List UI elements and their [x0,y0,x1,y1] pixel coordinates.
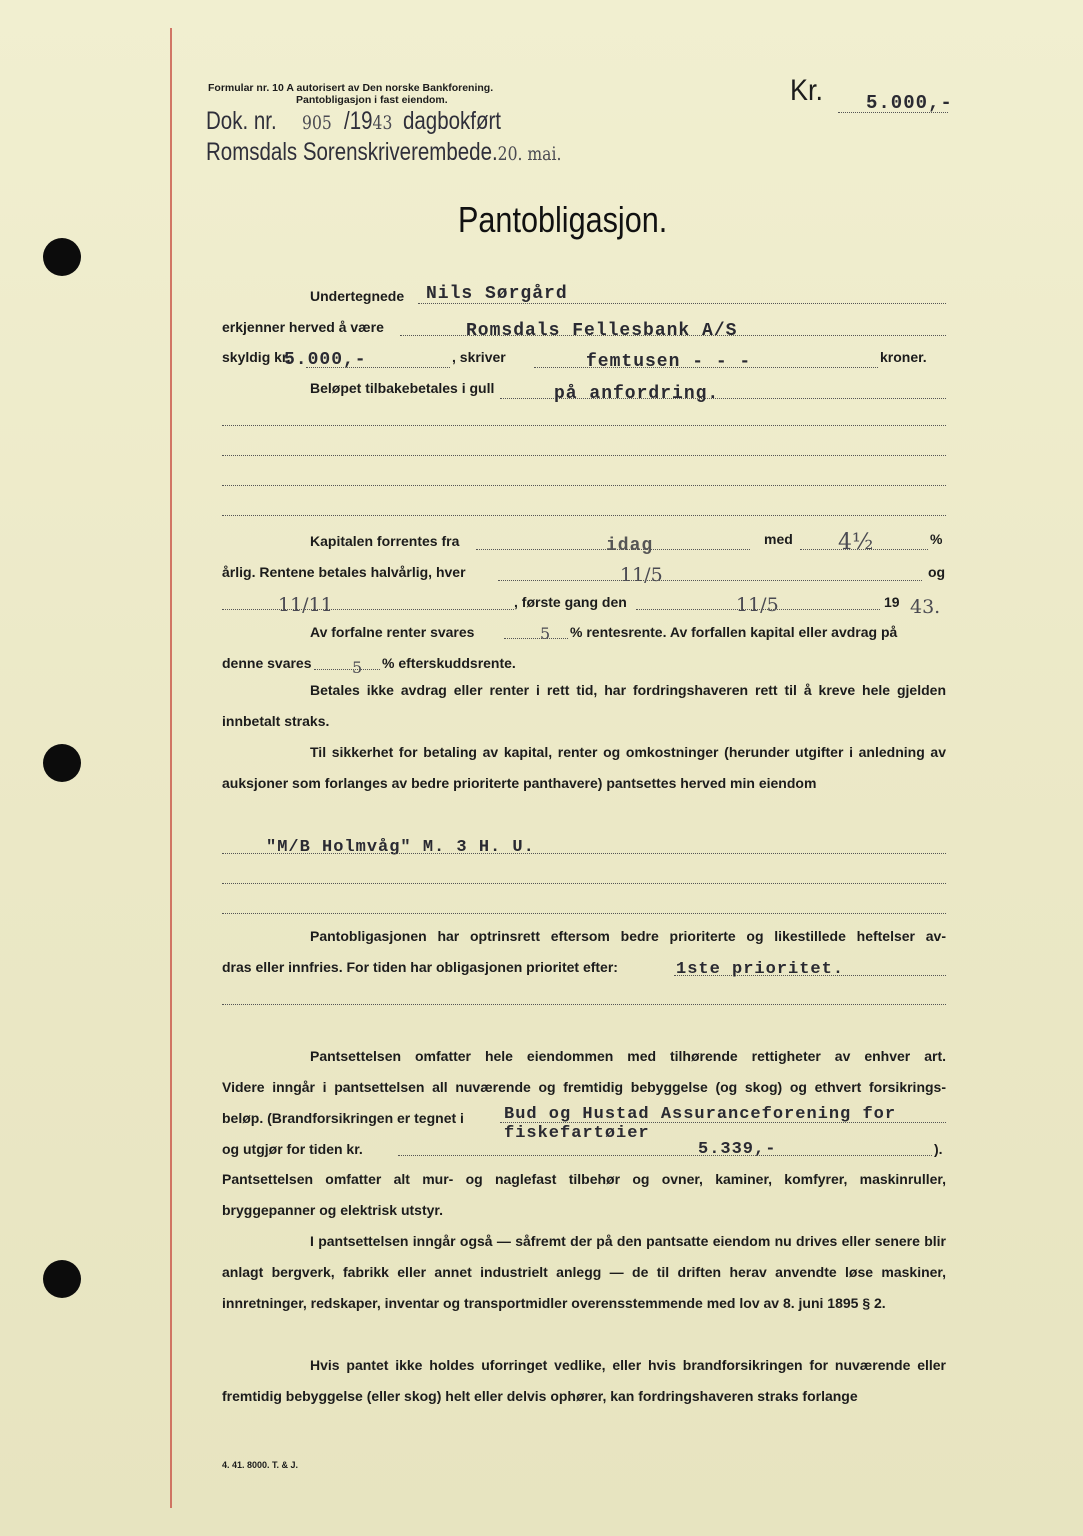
property-line [222,853,946,854]
paragraph-default-text: Betales ikke avdrag eller renter i rett tid, har fordringshaveren rett til å kreve hele gjelden innbetalt straks. [222,682,946,729]
blank-line-1 [222,425,946,426]
dok-year: 43 [372,112,393,134]
forste-label: , første gang den [514,594,627,610]
year-value: 43. [910,596,941,618]
paragraph-fixtures-text: Pantsettelsen omfatter alt mur- og naglefast tilbehør og ovner, kaminer, komfyrer, maskinruller, bryggepanner og elektrisk utstyr. [222,1171,946,1218]
priority-line-2: dras eller innfries. For tiden har obligasjonen prioritet efter: [222,959,618,975]
coverage-line-1 [310,1048,946,1064]
property-value: "M/B Holmvåg" M. 3 H. U. [266,838,535,857]
denne-label: denne svares [222,655,312,671]
registration-date: 20. mai. [497,143,562,165]
skyldig-label: skyldig kr. [222,349,291,365]
dok-nr-stamp [206,107,501,136]
rate-line [800,549,928,550]
dok-year-prefix: /19 [344,107,373,135]
punch-hole-bottom [43,1260,81,1298]
dok-number: 905 [302,112,332,134]
dok-suffix: dagbokført [402,107,501,135]
second-date-line [222,609,514,610]
office-stamp [206,138,561,167]
insurer-line [500,1122,946,1123]
paragraph-security [222,737,946,799]
red-margin-line [170,28,172,1508]
office-name: Romsdals Sorenskriverembede. [206,138,498,166]
insurer-value: Bud og Hustad Assuranceforening for [504,1105,897,1124]
insurance-amount-line [398,1155,932,1156]
paragraph-industrial-text: I pantsettelsen inngår også — såfremt der på den pantsatte eiendom nu drives eller senere blir anlagt bergverk, fabrikk eller annet industrielt anlegg — de til driften herav anvendte løse maskiner, innretninger, redskaper, inventar og transportmidler overensstemmende med lov av 8. juni 1895 § 2. [222,1233,946,1311]
formular-line-2: Pantobligasjon i fast eiendom. [296,94,448,106]
hver-line [498,580,922,581]
paragraph-default [222,675,946,737]
insurance-amount-value: 5.339,- [698,1140,777,1159]
fra-value: idag [606,536,654,556]
print-footer: 4. 41. 8000. T. & J. [222,1460,299,1470]
coverage-close: ). [934,1141,943,1157]
blank-line-3 [222,485,946,486]
document-title: Pantobligasjon. [458,199,668,240]
coverage-line-1-text: Pantsettelsen omfatter hele eiendommen med tilhørende rettigheter av enhver art. [310,1048,946,1064]
efter-value: 5 [352,658,363,677]
kr-label: Kr. [790,74,824,107]
tilbake-value: på anfordring. [554,384,720,404]
skriver-label: , skriver [452,349,506,365]
rentes-line [504,638,568,639]
blank-line-2 [222,455,946,456]
forfalne-label: Av forfalne renter svares [310,624,475,640]
coverage-line-2-text: Videre inngår i pantsettelsen all nuværende og fremtidig bebyggelse (og skog) og ethvert forsikrings- [222,1079,946,1095]
kr-amount-line [838,112,948,113]
fra-line [476,549,750,550]
property-line-2 [222,883,946,884]
skyldig-line [306,367,450,368]
coverage-line-4: og utgjør for tiden kr. [222,1141,363,1157]
paragraph-maintenance [222,1350,946,1412]
priority-value: 1ste prioritet. [676,960,845,979]
paragraph-industrial [222,1226,946,1319]
arlig-label: årlig. Rentene betales halvårlig, hver [222,564,466,580]
tilbake-label: Beløpet tilbakebetales i gull [310,380,495,396]
priority-value-line [674,975,946,976]
undertegnede-value: Nils Sørgård [426,284,568,304]
year-prefix: 19 [884,594,900,610]
rate-value: 4½ [838,530,874,555]
med-label: med [764,531,793,547]
kroner-label: kroner. [880,349,927,365]
tilbake-line [500,398,946,399]
efter-label: % efterskuddsrente. [382,655,516,671]
paragraph-security-text: Til sikkerhet for betaling av kapital, renter og omkostninger (herunder utgifter i anledning av auksjoner som forlanges av bedre prioriterte panthavere) pantsettes herved min eiendom [222,744,946,791]
skyldig-value: 5.000,- [284,350,367,370]
insurer-value-2: fiskefartøier [504,1124,650,1143]
og-label: og [928,564,946,580]
efter-line [314,669,380,670]
blank-line-4 [222,515,946,516]
priority-line-1 [310,928,946,944]
erkjenner-label: erkjenner herved å være [222,319,384,335]
dok-prefix: Dok. nr. [206,107,277,135]
coverage-line-2 [222,1079,946,1095]
skriver-line [534,367,878,368]
priority-line-1-text: Pantobligasjonen har optrinsrett eftersom bedre prioriterte og likestillede heftelser av- [310,928,946,944]
forrentes-label: Kapitalen forrentes fra [310,533,460,549]
punch-hole-top [43,238,81,276]
erkjenner-line [400,335,946,336]
formular-line-1: Formular nr. 10 A autorisert av Den norske Bankforening. [208,82,494,94]
punch-hole-middle [43,744,81,782]
hver-value: 11/5 [620,564,663,586]
erkjenner-value: Romsdals Fellesbank A/S [466,321,738,341]
undertegnede-label: Undertegnede [310,288,405,304]
priority-blank-line [222,1004,946,1005]
forste-line [636,609,880,610]
property-line-3 [222,913,946,914]
undertegnede-line [418,303,946,304]
skriver-value: femtusen - - - [586,352,752,372]
paragraph-fixtures [222,1164,946,1226]
rentes-value: 5 [540,624,551,643]
kr-amount: 5.000,- [866,92,953,114]
paragraph-maintenance-text: Hvis pantet ikke holdes uforringet vedlike, eller hvis brandforsikringen for nuværende eller fremtidig bebyggelse (eller skog) helt eller delvis ophører, kan fordringshaveren straks forlange [222,1357,946,1404]
rate-percent: % [930,531,943,547]
second-date-value: 11/11 [278,594,333,616]
forste-value: 11/5 [736,594,779,616]
rentesrente-label: % rentesrente. Av forfallen kapital eller avdrag på [570,624,898,640]
coverage-line-3: beløp. (Brandforsikringen er tegnet i [222,1110,464,1126]
